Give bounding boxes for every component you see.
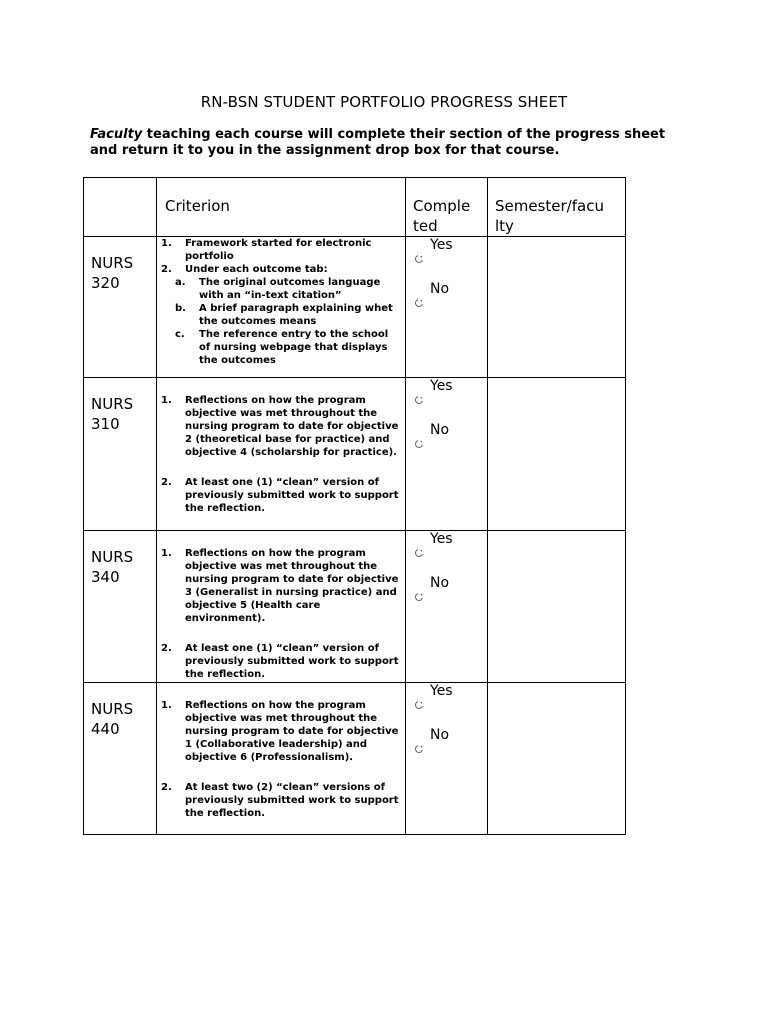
yes-no-group bbox=[406, 683, 487, 833]
course-cell bbox=[84, 531, 157, 683]
yes-label: Yes bbox=[430, 683, 453, 699]
list-item: 1. Framework started for electronic portfolio bbox=[161, 238, 372, 262]
no-label: No bbox=[430, 575, 450, 591]
semester-faculty-cell[interactable] bbox=[488, 378, 626, 531]
header-course-cell bbox=[84, 178, 157, 237]
course-name: NURS 440 bbox=[91, 700, 134, 738]
list-item: 1. Reflections on how the program objective was met throughout the nursing program to date for objective 1 (Collaborative leadership) and objective 6 (Professionalism). bbox=[161, 700, 399, 763]
header-row bbox=[84, 178, 626, 237]
list-item: 2. At least one (1) “clean” version of previously submitted work to support the reflection. bbox=[161, 477, 399, 514]
list-item: 1. Reflections on how the program objective was met throughout the nursing program to date for objective 3 (Generalist in nursing practice) and objective 5 (Health care environment). bbox=[161, 548, 399, 624]
progress-table bbox=[83, 177, 626, 835]
table-row bbox=[84, 531, 626, 683]
list-subitem: a. The original outcomes language with an “in-text citation” bbox=[175, 277, 381, 301]
completed-cell bbox=[406, 378, 488, 531]
yes-label: Yes bbox=[430, 237, 453, 253]
course-name: NURS 310 bbox=[91, 395, 134, 433]
table-row bbox=[84, 237, 626, 378]
semester-faculty-cell[interactable] bbox=[488, 531, 626, 683]
criterion-cell bbox=[157, 683, 406, 835]
course-cell bbox=[84, 683, 157, 835]
header-semester-cell bbox=[488, 178, 626, 237]
yes-label: Yes bbox=[430, 531, 453, 547]
criterion-list bbox=[157, 237, 405, 367]
no-radio[interactable] bbox=[415, 440, 423, 448]
header-completed: Comple ted bbox=[413, 197, 471, 235]
yes-radio[interactable] bbox=[415, 549, 423, 557]
header-criterion: Criterion bbox=[165, 197, 230, 215]
header-completed-cell bbox=[406, 178, 488, 237]
no-radio[interactable] bbox=[415, 299, 423, 307]
criterion-cell bbox=[157, 237, 406, 378]
header-semester-faculty: Semester/facu lty bbox=[495, 197, 604, 235]
list-subitem: c. The reference entry to the school of nursing webpage that displays the outcomes bbox=[175, 329, 389, 366]
course-cell bbox=[84, 378, 157, 531]
yes-no-group bbox=[406, 378, 487, 528]
course-cell bbox=[84, 237, 157, 378]
course-name: NURS 320 bbox=[91, 254, 134, 292]
page-title: RN-BSN STUDENT PORTFOLIO PROGRESS SHEET bbox=[200, 93, 568, 111]
criterion-cell bbox=[157, 378, 406, 531]
table-row bbox=[84, 683, 626, 835]
no-radio[interactable] bbox=[415, 745, 423, 753]
completed-cell bbox=[406, 237, 488, 378]
table-row bbox=[84, 378, 626, 531]
intro-paragraph bbox=[90, 127, 690, 159]
list-item: 2. Under each outcome tab: bbox=[161, 264, 328, 275]
yes-no-group bbox=[406, 237, 487, 377]
semester-faculty-cell[interactable] bbox=[488, 237, 626, 378]
list-subitem: b. A brief paragraph explaining whet the outcomes means bbox=[175, 303, 393, 327]
yes-radio[interactable] bbox=[415, 255, 423, 263]
list-item: 2. At least one (1) “clean” version of previously submitted work to support the reflection. bbox=[161, 643, 399, 680]
criterion-list bbox=[157, 531, 405, 681]
criterion-list bbox=[157, 683, 405, 820]
list-item: 1. Reflections on how the program objective was met throughout the nursing program to date for objective 2 (theoretical base for practice) and objective 4 (scholarship for practice). bbox=[161, 395, 399, 458]
list-item: 2. At least two (2) “clean” versions of previously submitted work to support the reflection. bbox=[161, 782, 399, 819]
yes-radio[interactable] bbox=[415, 701, 423, 709]
semester-faculty-cell[interactable] bbox=[488, 683, 626, 835]
completed-cell bbox=[406, 531, 488, 683]
intro-text: teaching each course will complete their section of the progress sheet and return it to you in the assignment drop box for that course. bbox=[90, 127, 666, 158]
course-name: NURS 340 bbox=[91, 548, 134, 586]
intro-lead: Faculty bbox=[90, 127, 143, 142]
no-label: No bbox=[430, 422, 450, 438]
no-label: No bbox=[430, 281, 450, 297]
completed-cell bbox=[406, 683, 488, 835]
criterion-list bbox=[157, 378, 405, 515]
no-radio[interactable] bbox=[415, 593, 423, 601]
no-label: No bbox=[430, 727, 450, 743]
yes-no-group bbox=[406, 531, 487, 681]
yes-radio[interactable] bbox=[415, 396, 423, 404]
yes-label: Yes bbox=[430, 378, 453, 394]
header-criterion-cell bbox=[157, 178, 406, 237]
criterion-cell bbox=[157, 531, 406, 683]
